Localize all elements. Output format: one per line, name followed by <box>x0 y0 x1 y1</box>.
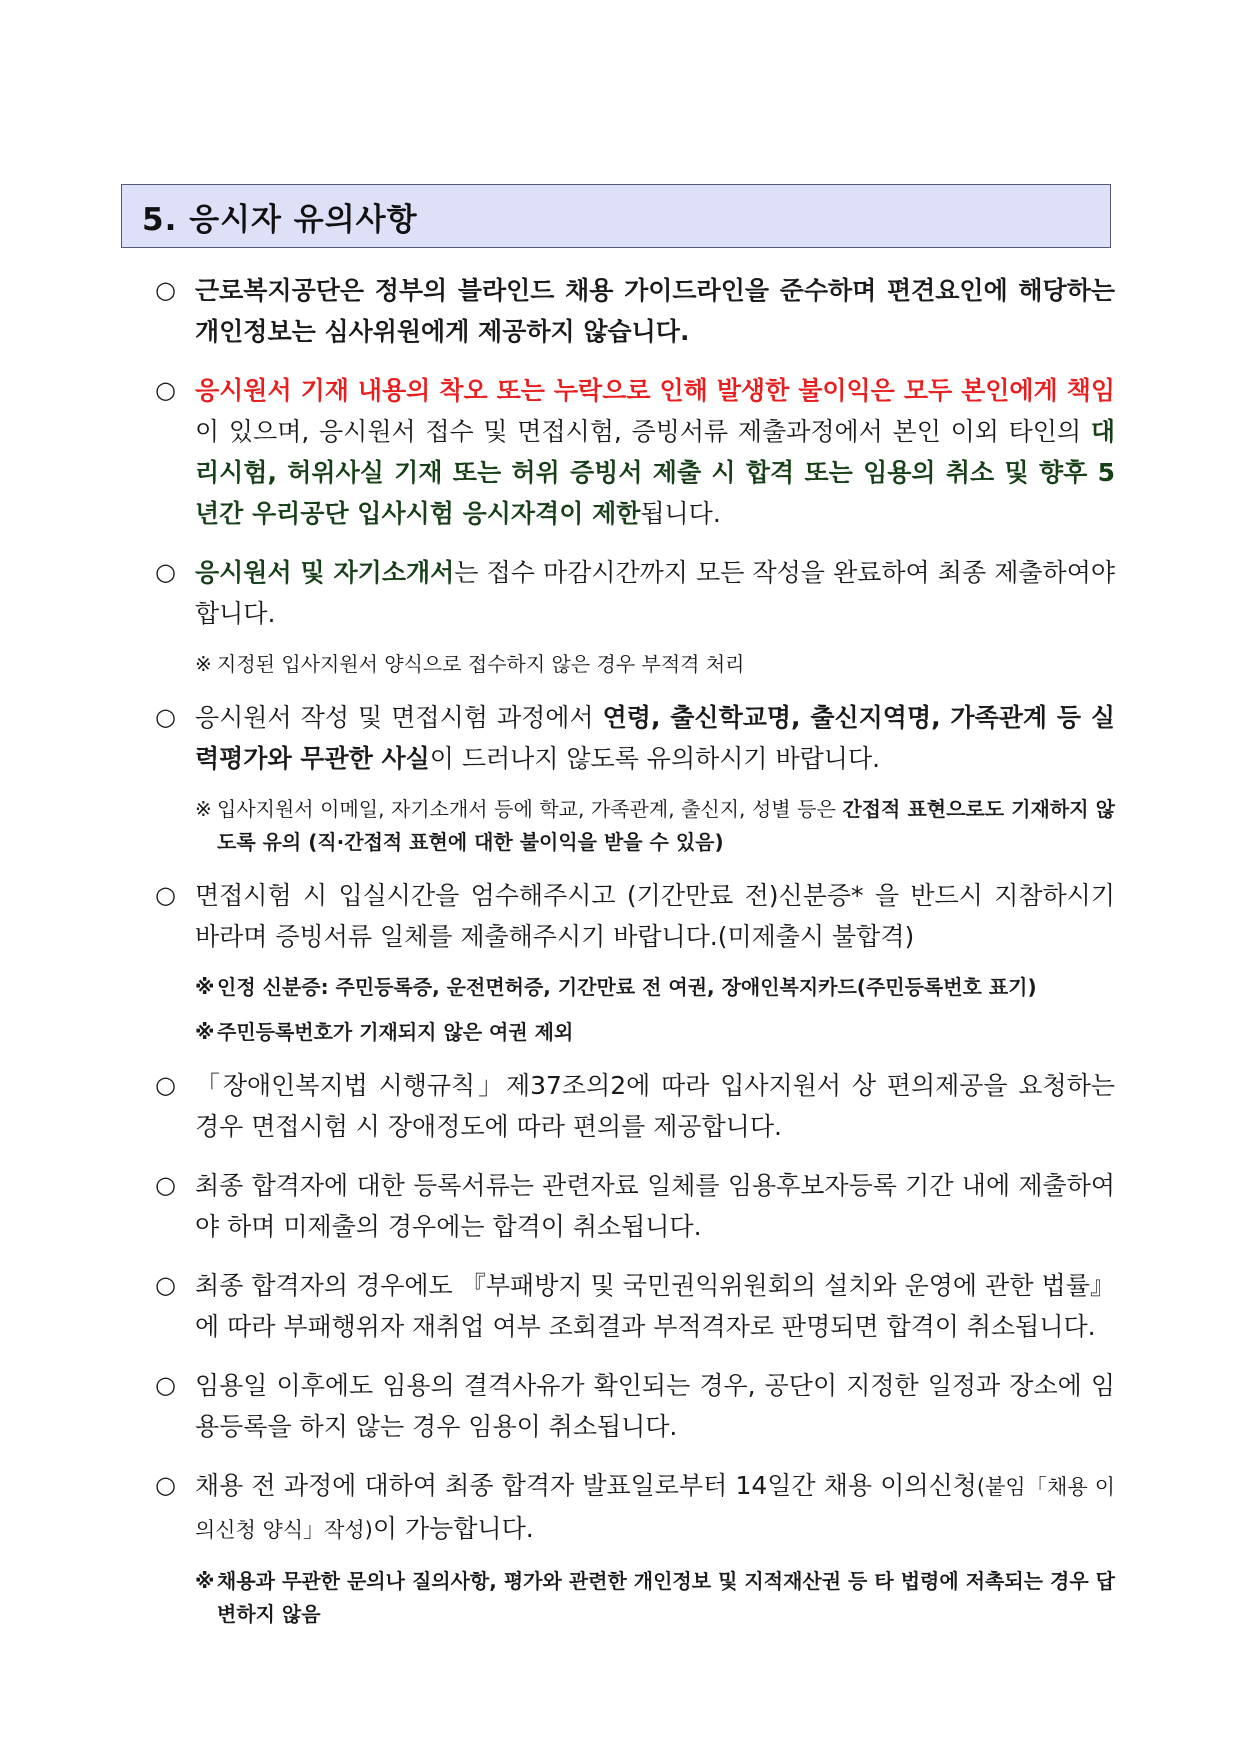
bullet-icon: ○ <box>155 1071 176 1099</box>
item-text-red: 응시원서 기재 내용의 착오 또는 누락으로 인해 발생한 불이익은 모두 본인에게 책임 <box>195 376 1115 405</box>
item-text: 최종 합격자의 경우에도 『부패방지 및 국민권익위원회의 설치와 운영에 관한 법률』에 따라 부패행위자 재취업 여부 조회결과 부적격자로 판명되면 합격이 취소됩니다. <box>195 1271 1115 1341</box>
item-text: 면접시험 시 입실시간을 엄수해주시고 (기간만료 전)신분증* 을 반드시 지참하시기 바라며 증빙서류 일체를 제출해주시기 바랍니다.(미제출시 불합격) <box>195 881 1115 951</box>
list-item <box>155 270 1115 352</box>
note <box>155 648 1115 681</box>
list-item <box>155 1365 1115 1447</box>
list-item <box>155 697 1115 779</box>
reference-mark-icon: ※ <box>195 975 215 999</box>
item-text: 최종 합격자에 대한 등록서류는 관련자료 일체를 임용후보자등록 기간 내에 제출하여야 하며 미제출의 경우에는 합격이 취소됩니다. <box>195 1171 1115 1241</box>
note <box>155 1565 1115 1631</box>
item-text-small: (붙임「채용 이의신청 양식」작성) <box>195 1475 1115 1542</box>
item-text-bold: 연령, 출신학교명, 출신지역명, 가족관계 등 실력평가와 무관한 사실 <box>195 703 1115 773</box>
item-text: 채용 전 과정에 대하여 최종 합격자 발표일로부터 14일간 채용 이의신청 <box>195 1471 977 1500</box>
item-text: 응시원서 작성 및 면접시험 과정에서 <box>195 703 603 732</box>
bullet-icon: ○ <box>155 376 176 404</box>
list-item <box>155 1065 1115 1147</box>
reference-mark-icon: ※ <box>195 652 212 676</box>
item-text: 이 있으며, 응시원서 접수 및 면접시험, 증빙서류 제출과정에서 본인 이외 타인의 <box>195 417 1091 446</box>
item-text: 이 가능합니다. <box>372 1514 534 1543</box>
list-item <box>155 370 1115 534</box>
reference-mark-icon: ※ <box>195 1020 215 1044</box>
list-item <box>155 875 1115 957</box>
note-text: 입사지원서 이메일, 자기소개서 등에 학교, 가족관계, 출신지, 성별 등은 <box>217 797 843 821</box>
item-text: 「장애인복지법 시행규칙」제37조의2에 따라 입사지원서 상 편의제공을 요청하는 경우 면접시험 시 장애정도에 따라 편의를 제공합니다. <box>195 1071 1115 1141</box>
bullet-icon: ○ <box>155 276 176 304</box>
reference-mark-icon: ※ <box>195 797 212 821</box>
note <box>155 793 1115 859</box>
note-text: 채용과 무관한 문의나 질의사항, 평가와 관련한 개인정보 및 지적재산권 등 타 법령에 저촉되는 경우 답변하지 않음 <box>217 1569 1115 1626</box>
note <box>155 971 1115 1004</box>
item-text: 이 드러나지 않도록 유의하시기 바랍니다. <box>429 744 881 773</box>
section-title: 5. 응시자 유의사항 <box>121 184 1111 248</box>
note-text-bold: 간접적 표현으로도 기재하지 않도록 유의 (직·간접적 표현에 대한 불이익을 받을 수 있음) <box>217 797 1115 854</box>
bullet-icon: ○ <box>155 881 176 909</box>
notice-list <box>155 270 1115 1647</box>
list-item <box>155 1165 1115 1247</box>
item-text-green: 응시원서 및 자기소개서 <box>195 558 455 587</box>
list-item <box>155 552 1115 634</box>
item-text: 임용일 이후에도 임용의 결격사유가 확인되는 경우, 공단이 지정한 일정과 장소에 임용등록을 하지 않는 경우 임용이 취소됩니다. <box>195 1371 1115 1441</box>
bullet-icon: ○ <box>155 1271 176 1299</box>
note-text: 지정된 입사지원서 양식으로 접수하지 않은 경우 부적격 처리 <box>217 652 745 676</box>
item-text-bold: 근로복지공단은 정부의 블라인드 채용 가이드라인을 준수하며 편견요인에 해당하는 개인정보는 심사위원에게 제공하지 않습니다. <box>195 276 1115 346</box>
bullet-icon: ○ <box>155 1171 176 1199</box>
note <box>155 1016 1115 1049</box>
bullet-icon: ○ <box>155 1371 176 1399</box>
bullet-icon: ○ <box>155 558 176 586</box>
item-text-green: 대리시험, 허위사실 기재 또는 허위 증빙서 제출 시 합격 또는 임용의 취소 및 향후 5년간 우리공단 입사시험 응시자격이 제한 <box>195 417 1115 528</box>
note-text: 주민등록번호가 기재되지 않은 여권 제외 <box>217 1020 574 1044</box>
reference-mark-icon: ※ <box>195 1569 215 1593</box>
bullet-icon: ○ <box>155 703 176 731</box>
list-item <box>155 1265 1115 1347</box>
item-text: 됩니다. <box>640 499 721 528</box>
bullet-icon: ○ <box>155 1471 176 1499</box>
item-text: 는 접수 마감시간까지 모든 작성을 완료하여 최종 제출하여야 합니다. <box>195 558 1115 628</box>
list-item <box>155 1465 1115 1551</box>
note-text: 인정 신분증: 주민등록증, 운전면허증, 기간만료 전 여권, 장애인복지카드(주민등록번호 표기) <box>217 975 1037 999</box>
